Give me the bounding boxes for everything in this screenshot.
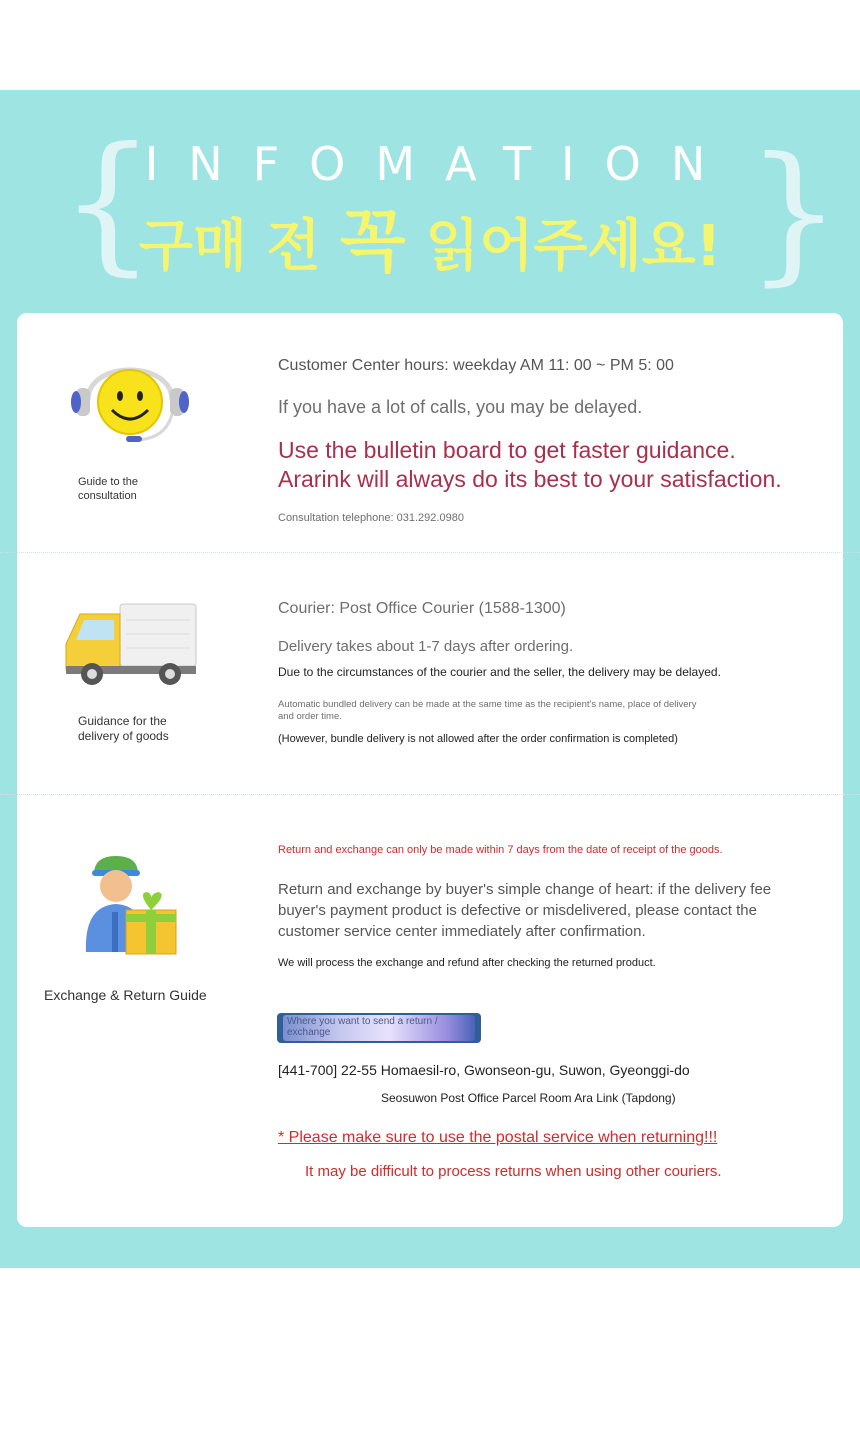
bulletin-line-1: Use the bulletin board to get faster guidance. bbox=[278, 437, 736, 463]
korean-heading bbox=[130, 203, 730, 282]
section-divider-1 bbox=[0, 552, 860, 553]
section-divider-2 bbox=[0, 794, 860, 795]
customer-center-hours: Customer Center hours: weekday AM 11: 00 ~ PM 5: 00 bbox=[278, 357, 674, 374]
korean-heading-emphasis: 꼭 bbox=[340, 203, 406, 282]
return-process-note: We will process the exchange and refund after checking the returned product. bbox=[278, 957, 656, 969]
delivery-truck-icon bbox=[62, 600, 198, 690]
left-brace: { bbox=[60, 116, 156, 290]
right-brace: } bbox=[746, 126, 842, 300]
return-recipient: Seosuwon Post Office Parcel Room Ara Link (Tapdong) bbox=[381, 1091, 676, 1105]
return-destination-label: Where you want to send a return / exchange bbox=[287, 1016, 438, 1038]
headset-smiley-icon bbox=[66, 350, 194, 450]
return-destination-button[interactable] bbox=[277, 1013, 481, 1043]
postal-service-warning: * Please make sure to use the postal service when returning!!! bbox=[278, 1129, 718, 1146]
korean-heading-post: 읽어주세요! bbox=[405, 214, 722, 279]
exchange-return-label: Exchange & Return Guide bbox=[44, 987, 207, 1003]
delivery-person-gift-icon bbox=[80, 852, 180, 956]
delivery-label: Guidance for the delivery of goods bbox=[78, 714, 169, 743]
delivery-delay-note: Due to the circumstances of the courier and the seller, the delivery may be delayed. bbox=[278, 665, 721, 679]
courier-info: Courier: Post Office Courier (1588-1300) bbox=[278, 600, 566, 617]
return-window-note: Return and exchange can only be made within 7 days from the date of receipt of the goods. bbox=[278, 844, 723, 856]
delivery-duration: Delivery takes about 1-7 days after ordering. bbox=[278, 638, 574, 655]
delay-notice: If you have a lot of calls, you may be delayed. bbox=[278, 397, 643, 417]
info-title: INFOMATION bbox=[144, 137, 736, 191]
other-courier-warning: It may be difficult to process returns when using other couriers. bbox=[305, 1163, 722, 1180]
return-policy: Return and exchange by buyer's simple change of heart: if the delivery fee buyer's payment product is defective or misdelivered, please contact the customer service center immediately after confirmation. bbox=[278, 881, 772, 940]
bundle-delivery-exception: (However, bundle delivery is not allowed after the order confirmation is completed) bbox=[278, 733, 678, 745]
bundle-delivery-note: Automatic bundled delivery can be made at the same time as the recipient's name, place of delivery and order time. bbox=[278, 699, 697, 722]
korean-heading-pre: 구매 전 bbox=[138, 214, 341, 279]
return-address: [441-700] 22-55 Homaesil-ro, Gwonseon-gu, Suwon, Gyeonggi-do bbox=[278, 1062, 690, 1078]
consultation-label: Guide to the consultation bbox=[78, 476, 138, 502]
bulletin-line-2: Ararink will always do its best to your satisfaction. bbox=[278, 466, 782, 492]
consultation-telephone: Consultation telephone: 031.292.0980 bbox=[278, 512, 464, 524]
